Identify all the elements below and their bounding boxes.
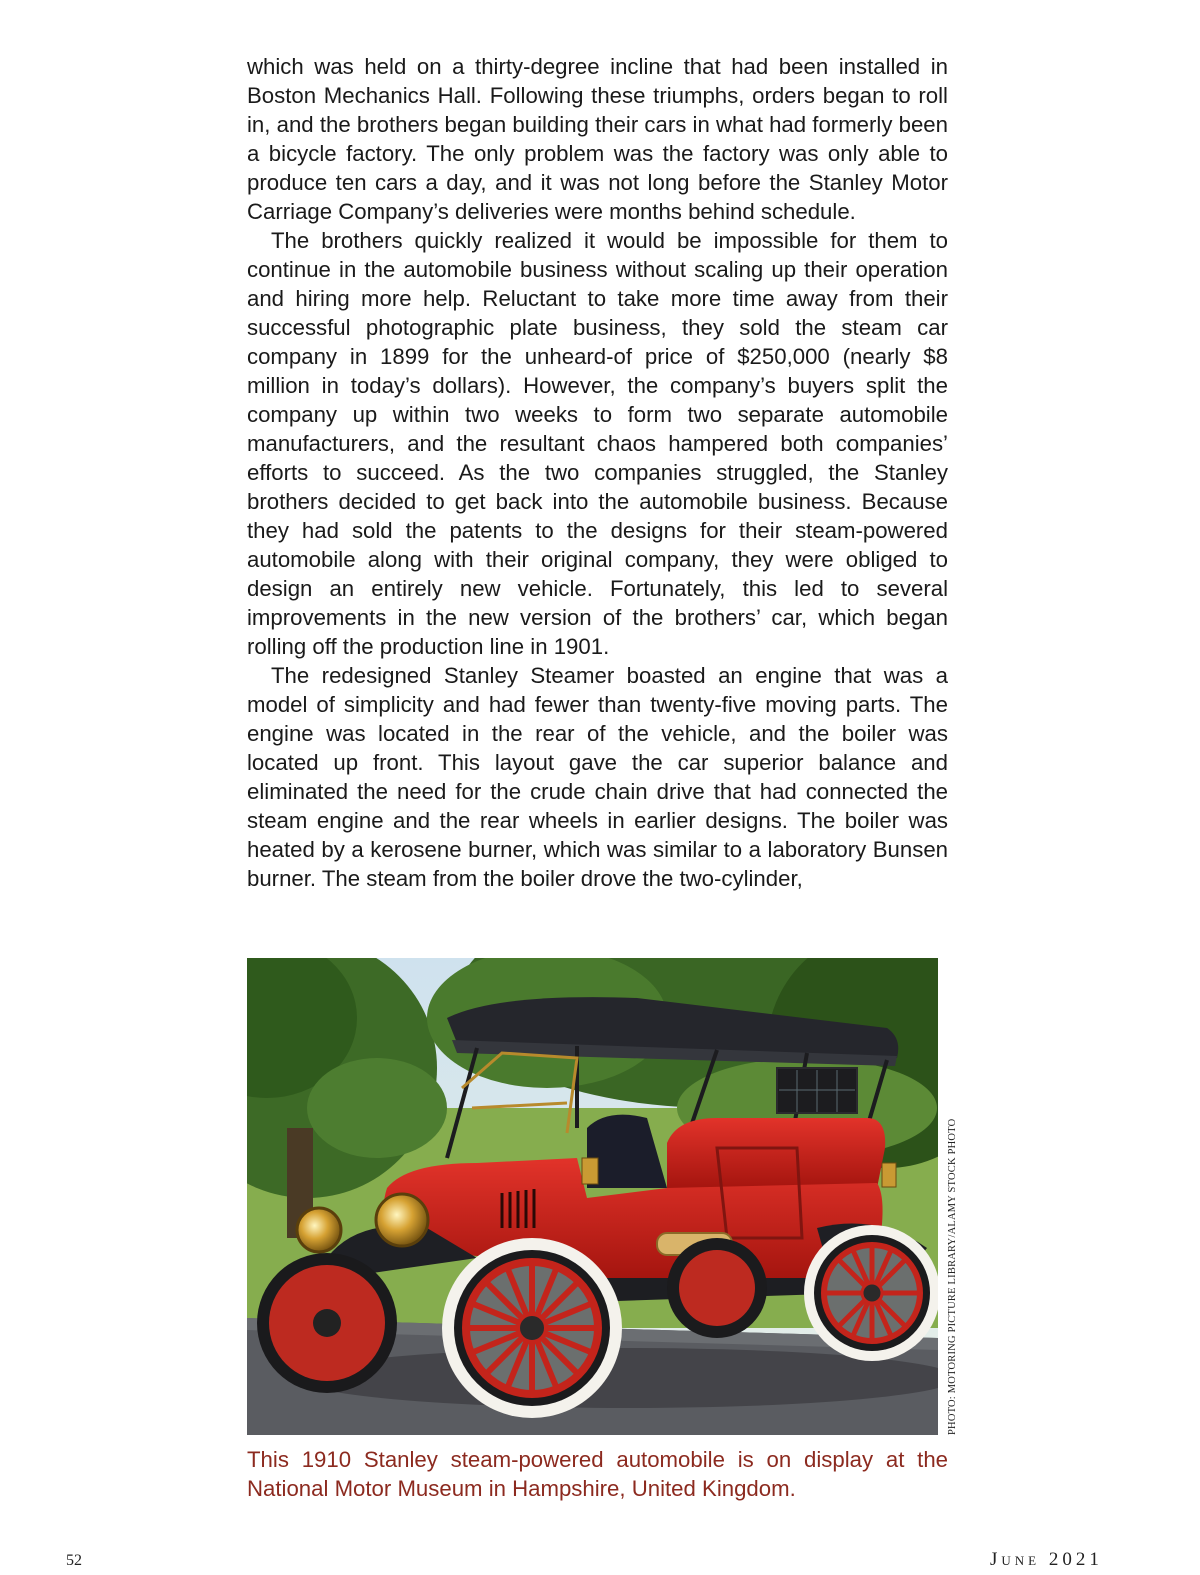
car-photo [247,958,938,1435]
paragraph-1: which was held on a thirty-degree incline that had been installed in Boston Mechanics Hall. Following these triumphs, orders began to roll in, and the brothers began building their cars in what had formerly been a bicycle factory. The only problem was the factory was only able to produce ten cars a day, and it was not long before the Stanley Motor Carriage Company’s deliveries were months behind schedule. [247,54,948,224]
paragraph-2: The brothers quickly realized it would be impossible for them to continue in the automobile business without scaling up their operation and hiring more help. Reluctant to take more time away from their successful photographic plate business, they sold the steam car company in 1899 for the unheard-of price of $250,000 (nearly $8 million in today’s dollars). However, the company’s buyers split the company up within two weeks to form two separate automobile manufacturers, and the resultant chaos hampered both companies’ efforts to succeed. As the two companies struggled, the Stanley brothers decided to get back into the automobile business. Because they had sold the patents to the designs for their steam-powered automobile along with their original company, they were obliged to design an entirely new vehicle. Fortunately, this led to several improvements in the new version of the brothers’ car, which began rolling off the production line in 1901. [247,228,948,659]
figure-caption: This 1910 Stanley steam-powered automobile is on display at the National Motor Museum in Hampshire, United Kingdom. [247,1447,948,1501]
article-body [247,52,948,893]
issue-date: June 2021 [990,1549,1103,1570]
front-left-wheel [257,1253,397,1393]
page-number: 52 [66,1552,82,1569]
paragraph-3: The redesigned Stanley Steamer boasted an engine that was a model of simplicity and had fewer than twenty-five moving parts. The engine was located in the rear of the vehicle, and the boiler was located up front. This layout gave the car superior balance and eliminated the need for the crude chain drive that had connected the steam engine and the rear wheels in earlier designs. The boiler was heated by a kerosene burner, which was similar to a laboratory Bunsen burner. The steam from the boiler drove the two-cylinder, [247,663,948,891]
photo-credit: PHOTO: MOTORING PICTURE LIBRARY/ALAMY STOCK PHOTO [947,1118,958,1435]
